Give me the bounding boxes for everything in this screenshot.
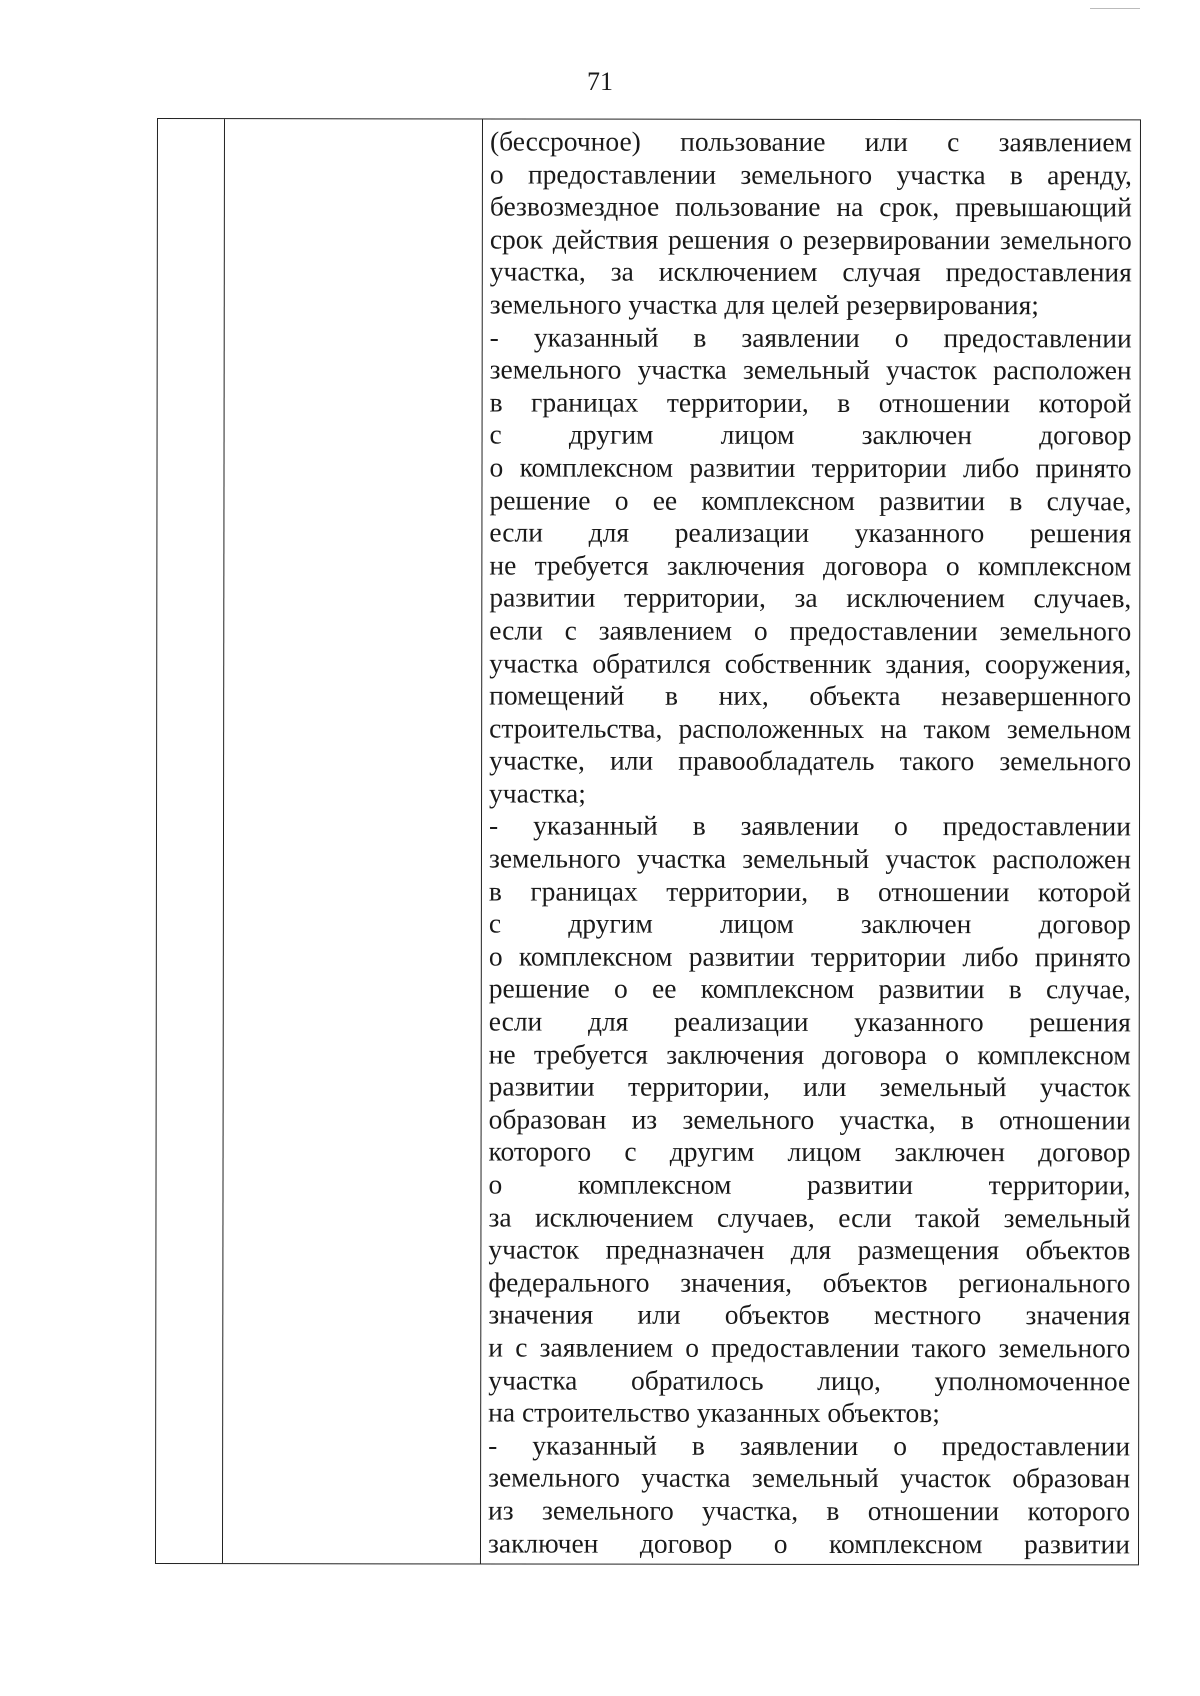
text-line: (бессрочное) пользование или с заявлением [489, 125, 1132, 158]
text-line: которого с другим лицом заключен договор [488, 1135, 1131, 1168]
text-line: на строительство указанных объектов; [488, 1396, 940, 1429]
text-line: образован из земельного участка, в отношении [488, 1103, 1131, 1136]
text-line: о предоставлении земельного участка в аренду, [489, 158, 1132, 190]
text-line: земельного участка земельный участок расположен [489, 353, 1132, 386]
text-line: решение о ее комплексном развитии в случае, [489, 483, 1132, 516]
text-line: из земельного участка, в отношении которого [488, 1494, 1131, 1527]
scan-artifact [1090, 8, 1140, 9]
text-line: участок предназначен для размещения объектов [488, 1233, 1131, 1266]
text-line: за исключением случаев, если такой земельный [488, 1201, 1131, 1233]
text-line: - указанный в заявлении о предоставлении [488, 1429, 1131, 1462]
text-line: если для реализации указанного решения [489, 516, 1132, 549]
document-table [155, 118, 1141, 1565]
column-divider-1 [222, 119, 225, 1563]
column-divider-2 [480, 119, 483, 1563]
text-line: о комплексном развитии территории, [488, 1168, 1131, 1201]
text-line: участка; [489, 777, 586, 809]
text-line: - указанный в заявлении о предоставлении [488, 809, 1132, 842]
text-line: участка обратилось лицо, уполномоченное [488, 1364, 1131, 1396]
table-text-cell [488, 125, 1132, 1564]
text-line: помещений в них, объекта незавершенного [489, 679, 1132, 712]
text-line: в границах территории, в отношении которой [488, 875, 1131, 908]
text-line: участка, за исключением случая предоставления [489, 255, 1132, 288]
text-line: с другим лицом заключен договор [488, 907, 1131, 940]
text-line: - указанный в заявлении о предоставлении [489, 321, 1132, 353]
text-line: земельного участка земельный участок образован [488, 1461, 1131, 1494]
text-line: участка обратился собственник здания, сооружения, [489, 646, 1132, 679]
text-line: если с заявлением о предоставлении земельного [489, 614, 1132, 647]
text-line: развитии территории, за исключением случаев, [489, 581, 1132, 614]
text-line: земельного участка земельный участок расположен [488, 842, 1131, 875]
text-line: с другим лицом заключен договор [489, 418, 1132, 451]
text-line: и с заявлением о предоставлении такого земельного [488, 1331, 1131, 1364]
text-line: безвозмездное пользование на срок, превышающий [489, 190, 1132, 223]
text-line: строительства, расположенных на таком земельном [489, 712, 1132, 745]
page-number: 71 [587, 67, 613, 96]
text-line: в границах территории, в отношении которой [489, 386, 1132, 419]
text-line: заключен договор о комплексном развитии [487, 1526, 1131, 1559]
text-line: участке, или правообладатель такого земельного [489, 744, 1132, 777]
text-line: земельного участка для целей резервирования; [489, 288, 1039, 321]
text-line: срок действия решения о резервировании земельного [489, 223, 1132, 256]
text-line: о комплексном развитии территории либо принято [488, 940, 1131, 973]
text-line: федерального значения, объектов регионального [488, 1266, 1131, 1299]
text-line: значения или объектов местного значения [488, 1298, 1131, 1331]
text-line: развитии территории, или земельный участок [488, 1070, 1131, 1103]
text-line: если для реализации указанного решения [488, 1005, 1131, 1038]
text-line: не требуется заключения договора о комплексном [489, 549, 1132, 582]
text-line: решение о ее комплексном развитии в случае, [488, 972, 1131, 1005]
text-line: не требуется заключения договора о комплексном [488, 1038, 1131, 1070]
text-line: о комплексном развитии территории либо принято [489, 451, 1132, 484]
